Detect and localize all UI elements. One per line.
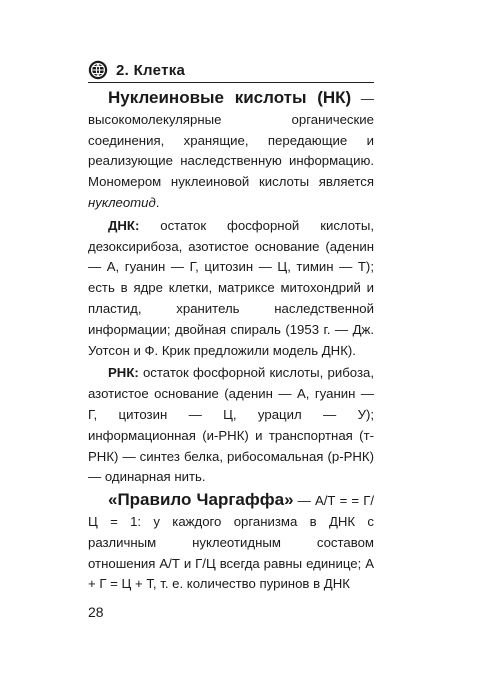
term-dna: ДНК: [108,217,140,233]
nucleotide-term: нуклеотид [88,194,156,210]
paragraph-dna [88,216,374,362]
paragraph-rna [88,363,374,488]
nucleic-acids-text: — высокомолекулярные органические соединения, хранящие, передающие и реализующие наследственную информацию. Мономером нуклеиновой кислоты является [88,91,374,190]
page-number: 28 [88,604,104,620]
paragraph-chargaff [88,490,374,595]
term-chargaff: «Правило Чаргаффа» [108,490,294,510]
page-body [88,88,374,595]
term-rna: РНК: [108,365,139,381]
rna-text: остаток фосфорной кислоты, рибоза, азотистое основание (аденин — А, гуанин — Г, цитозин — Ц, урацил — У); информационная (и-РНК) и транспортная (т-РНК) — синтез белка, рибосомальная (р-РНК) — одинарная нить. [88,365,374,485]
term-nucleic-acids: Нуклеиновые кислоты (НК) [108,88,352,107]
dna-text: остаток фосфорной кислоты, дезоксирибоза, азотистое основание (аденин — А, гуанин — Г, цитозин — Ц, тимин — Т); есть в ядре клетки, матриксе митохондрий и пластид, хранитель наследственной информации; двойная спираль (1953 г. — Дж. Уотсон и Ф. Крик предложили модель ДНК). [88,217,374,358]
globe-icon [88,60,108,80]
paragraph-nucleic-acids [88,88,374,214]
chapter-title: 2. Клетка [116,61,186,79]
chargaff-text: — А/Т = = Г/Ц = 1: у каждого организма в ДНК с различным нуклеотидным составом отношения А/Т и Г/Ц всегда равны единице; А + Г = Ц + Т, т. е. количество пуринов в ДНК [88,493,375,592]
nucleic-acids-end: . [155,194,160,210]
chapter-header [88,58,374,83]
